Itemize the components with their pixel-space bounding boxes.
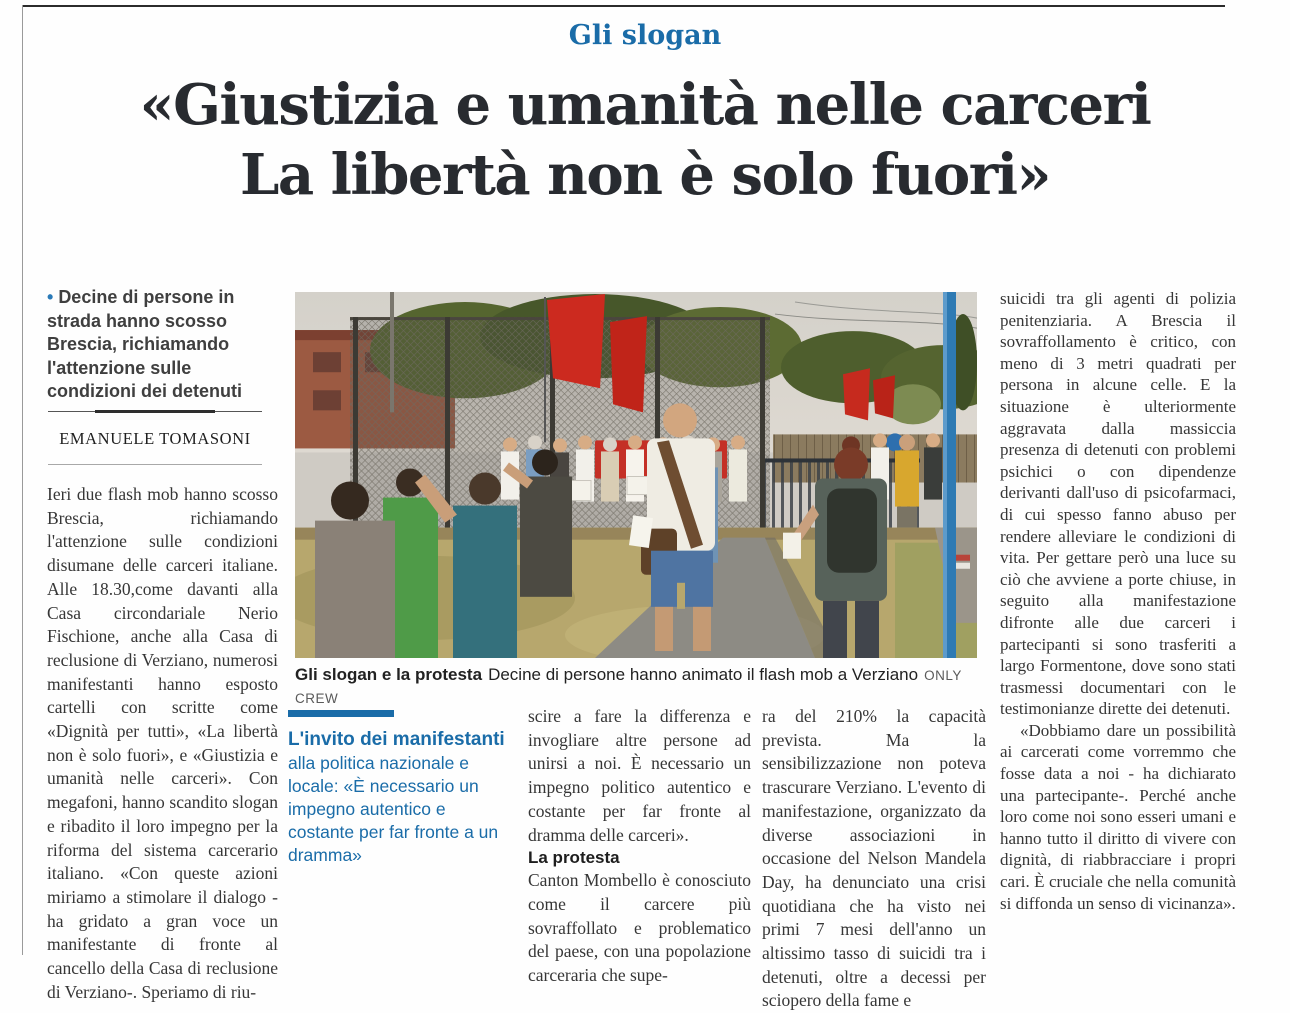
- byline-rule-top: [48, 411, 262, 412]
- pull-quote-title: L'invito dei manifestanti: [288, 729, 505, 750]
- standfirst: [47, 286, 271, 404]
- caption-lead: Gli slogan e la protesta: [295, 665, 483, 684]
- caption-text: Decine di persone hanno animato il flash mob a Verziano: [488, 665, 919, 684]
- headline-line-2: La libertà non è solo fuori»: [240, 142, 1050, 208]
- paragraph: Ieri due flash mob hanno scosso Brescia, richiamando l'attenzione sulle condizioni disumane delle carceri italiane. Alle 18.30,come davanti alla Casa circondariale Nerio Fischione, anche alla Casa di reclusione di Verziano, numerosi manifestanti hanno esposto cartelli con scritte come «Dignità per tutti», «La libertà non è solo fuori», e «Giustizia e umanità nelle carceri». Con megafoni, hanno scandito slogan e ribadito il loro impegno per la riforma del sistema carcerario italiano. «Con queste azioni miriamo a stimolare il dialogo - ha gridato a gran voce un manifestante di fronte al cancello della Casa di reclusione di Verziano-. Speriamo di riu-: [47, 484, 278, 1002]
- byline: EMANUELE TOMASONI: [59, 429, 251, 448]
- photo-caption: [295, 664, 977, 710]
- pull-quote-text: alla politica nazionale e locale: «È necessario un impegno autentico e costante per far fronte a un dramma»: [288, 753, 499, 865]
- subhead-la-protesta: La protesta: [528, 848, 620, 868]
- standfirst-text: Decine di persone in strada hanno scosso Brescia, richiamando l'attenzione sulle condizioni dei detenuti: [47, 287, 242, 401]
- photo-credit: ONLY CREW: [295, 668, 962, 706]
- protest-photo-illustration: [295, 292, 977, 658]
- paragraph: suicidi tra gli agenti di polizia penitenziaria. A Brescia il sovraffollamento è critico, con meno di 3 metri quadrati per persona in alcune celle. E la situazione è ulteriormente aggravata dalla massiccia presenza di detenuti con problemi psichici o con dipendenze derivanti dall'uso di psicofarmaci, di cui spesso fanno abuso per rendere alleviare le condizioni di vita. Per gettare però una luce su ciò che avviene a porte chiuse, in seguito alla manifestazione difronte alle due carceri i partecipanti si sono trasferiti a largo Formentone, dove sono stati trasmessi documentari con le testimonianze dirette dei detenuti.: [1000, 289, 1236, 719]
- paragraph: ra del 210% la capacità prevista. Ma la sensibilizzazione non poteva trascurare Verziano. L'evento di manifestazione, organizzato da diverse associazioni in occasione del Nelson Mandela Day, ha denunciato una crisi quotidiana che ha visto nei primi 7 mesi dell'anno un altissimo tasso di suicidi tra i detenuti, oltre a decessi per sciopero della fame e: [762, 706, 986, 1011]
- protest-photo: [295, 292, 977, 658]
- headline-line-1: «Giustizia e umanità nelle carceri: [139, 72, 1151, 138]
- byline-rule-bottom: [48, 464, 262, 465]
- body-column-1: [47, 483, 278, 1004]
- pull-quote-bar: [288, 710, 394, 717]
- body-column-4: [1000, 288, 1236, 914]
- article-headline: [0, 70, 1290, 210]
- body-column-3: [762, 705, 986, 1013]
- paragraph: «Dobbiamo dare un possibilità ai carcerati come vorremmo che fosse data a noi - ha dichiarato una partecipante-. Perché anche loro come noi sono esseri umani e hanno tutto il diritto di vivere con dignità, di riabbracciare i propri cari. È cruciale che nella comunità si diffonda un senso di vicinanza».: [1000, 720, 1236, 913]
- paragraph: Canton Mombello è conosciuto come il carcere più sovraffollato e problematico del paese, con una popolazione carceraria che supe-: [528, 870, 751, 986]
- page-top-rule: [22, 5, 1225, 7]
- pull-quote: [288, 710, 514, 867]
- paragraph: scire a fare la differenza e invogliare altre persone ad unirsi a noi. È necessario un impegno politico autentico e costante per far fronte al dramma delle carceri».: [528, 706, 751, 845]
- body-column-2: [528, 705, 751, 988]
- section-kicker: Gli slogan: [568, 20, 722, 51]
- bullet-icon: •: [47, 287, 54, 307]
